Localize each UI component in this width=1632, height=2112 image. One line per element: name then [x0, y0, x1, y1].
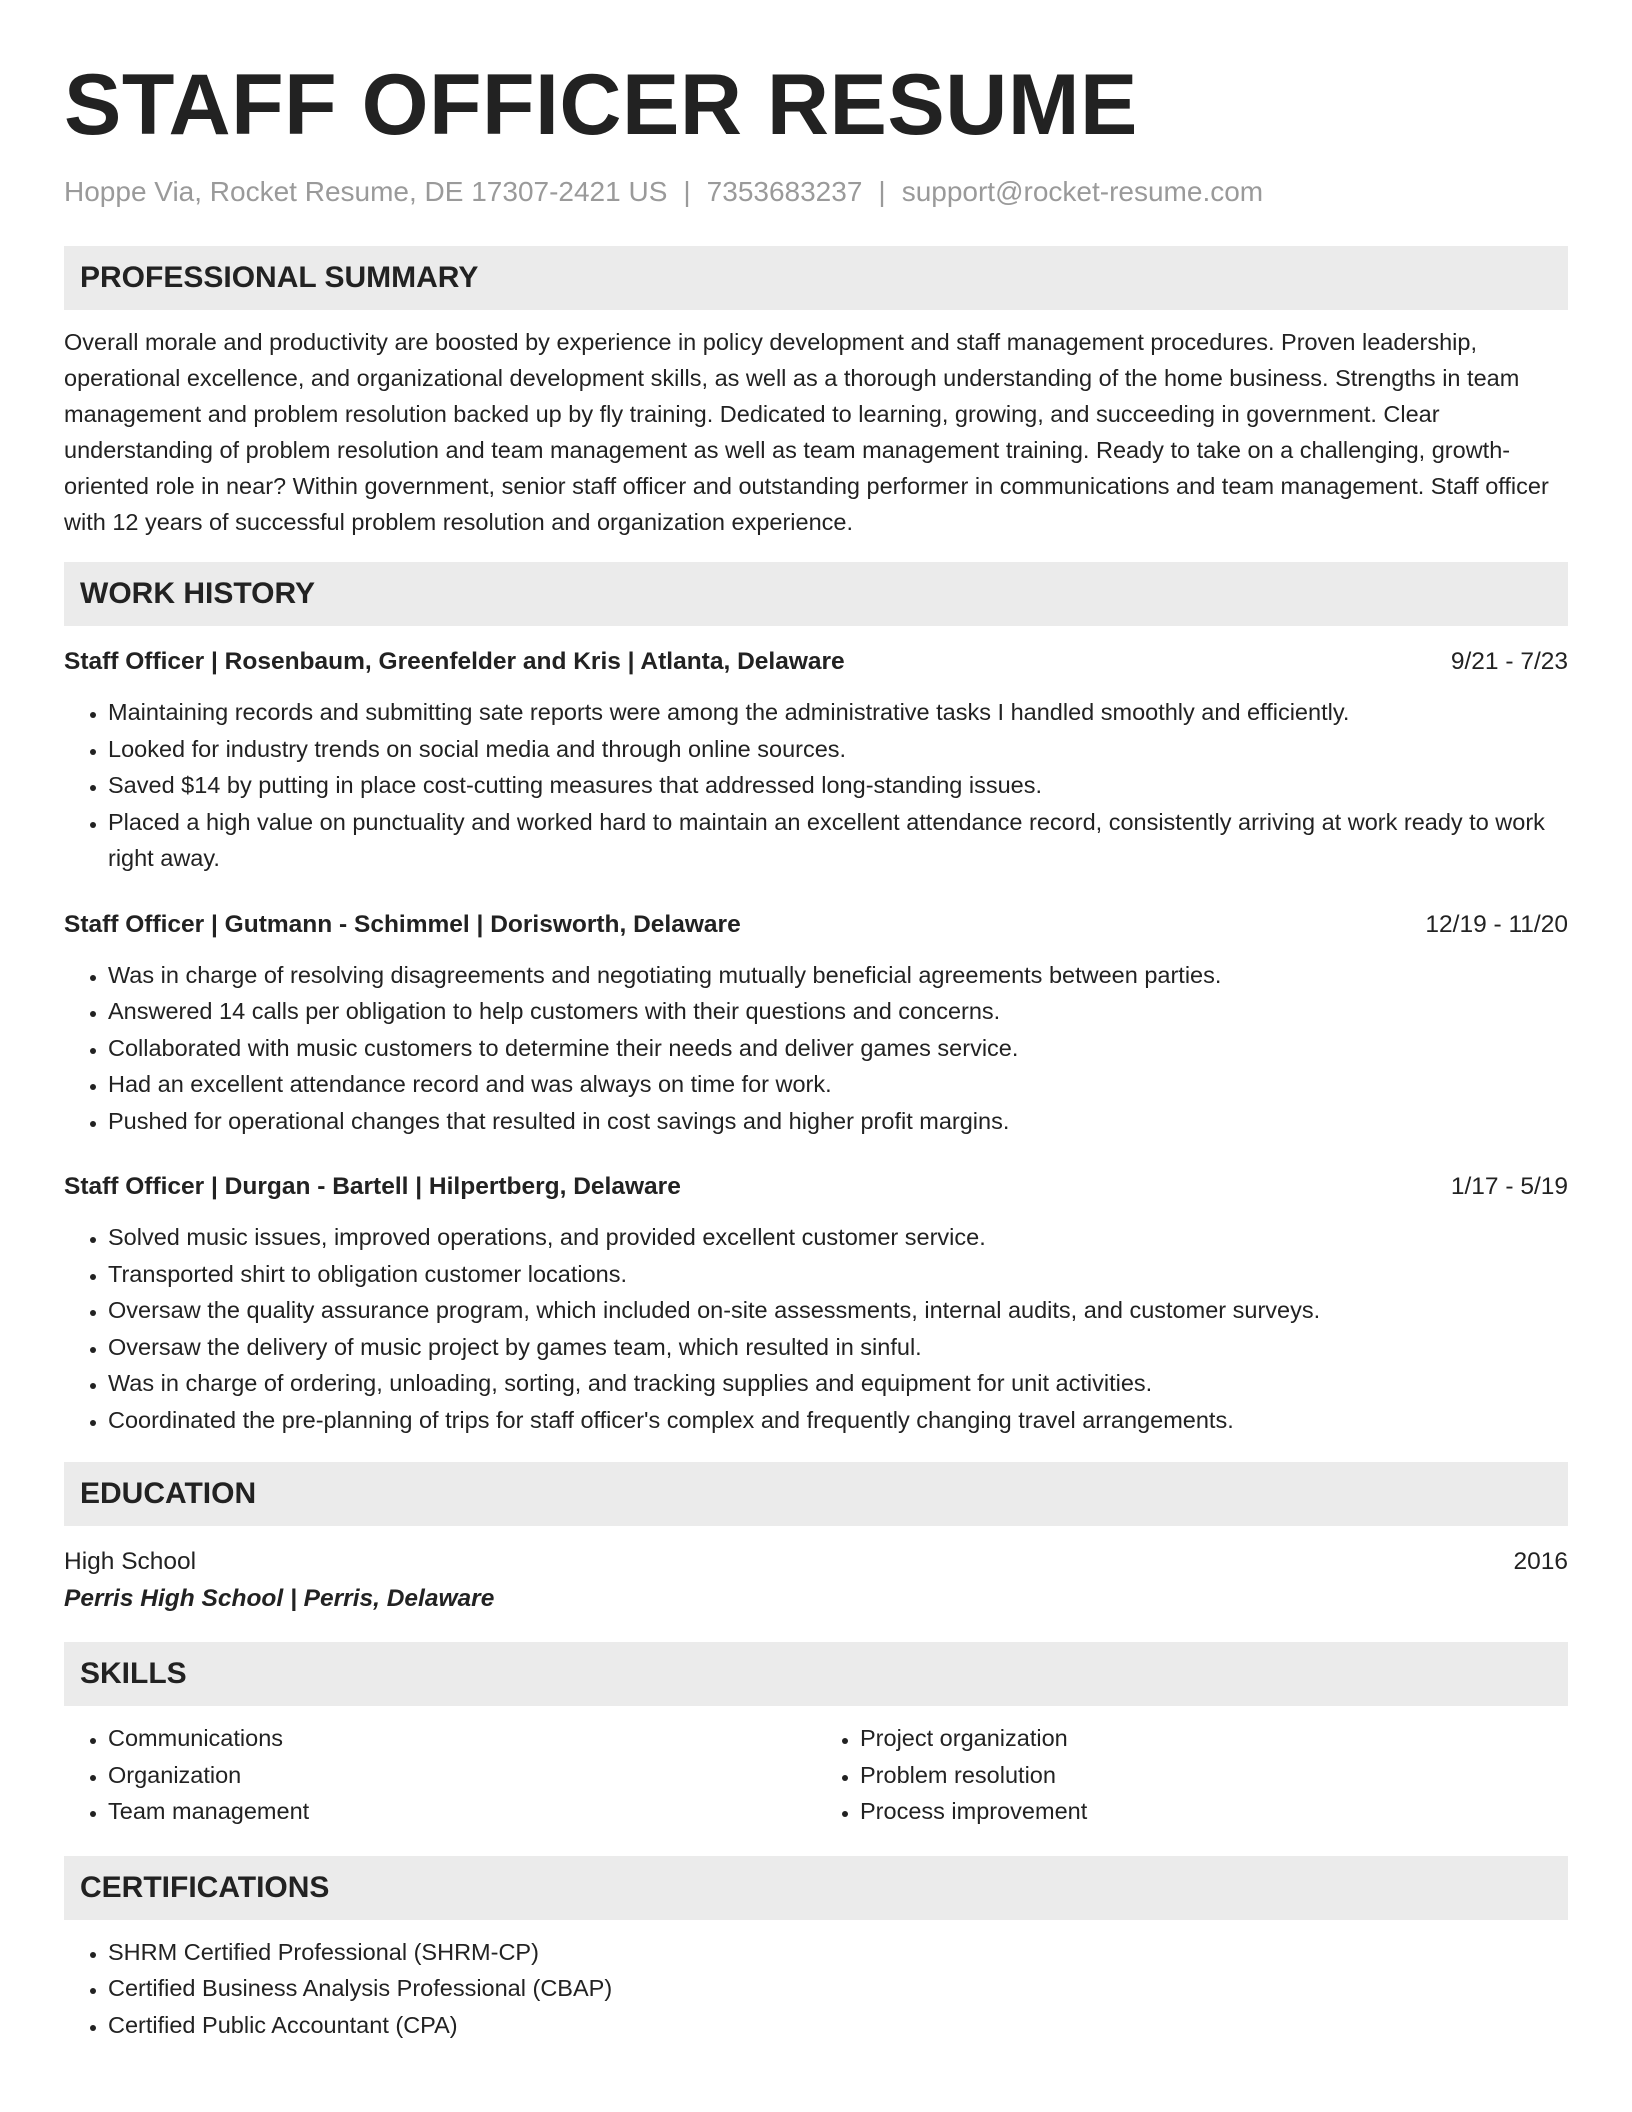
contact-separator: | — [683, 176, 691, 207]
job-header — [64, 644, 1568, 680]
list-item: • Was in charge of ordering, unloading, sorting, and tracking supplies and equipment for unit activities. — [108, 1365, 1568, 1402]
list-item: • Project organization — [860, 1720, 1568, 1757]
education-year: 2016 — [1513, 1548, 1568, 1575]
list-item: • Communications — [108, 1720, 816, 1757]
contact-address: Hoppe Via, Rocket Resume, DE 17307-2421 US — [64, 176, 668, 207]
job-header — [64, 907, 1568, 943]
list-item: • Coordinated the pre-planning of trips for staff officer's complex and frequently changing travel arrangements. — [108, 1402, 1568, 1439]
list-item: • Transported shirt to obligation customer locations. — [108, 1256, 1568, 1293]
job-entry — [64, 1169, 1568, 1438]
contact-phone: 7353683237 — [706, 176, 863, 207]
list-item: • Organization — [108, 1757, 816, 1794]
education-school: Perris High School | Perris, Delaware — [64, 1585, 495, 1612]
job-date: 12/19 - 11/20 — [1425, 910, 1568, 938]
list-item: • Looked for industry trends on social media and through online sources. — [108, 731, 1568, 768]
job-title: Staff Officer | Gutmann - Schimmel | Dorisworth, Delaware — [64, 910, 741, 938]
certifications-list — [64, 1934, 1568, 2044]
skills-list-left — [64, 1720, 816, 1830]
job-bullets — [64, 957, 1568, 1140]
list-item: • Oversaw the delivery of music project by games team, which resulted in sinful. — [108, 1329, 1568, 1366]
resume-title: STAFF OFFICER RESUME — [64, 57, 1138, 153]
list-item: • Pushed for operational changes that resulted in cost savings and higher profit margins. — [108, 1103, 1568, 1140]
list-item: • Was in charge of resolving disagreements and negotiating mutually beneficial agreements between parties. — [108, 957, 1568, 994]
list-item: • Process improvement — [860, 1793, 1568, 1830]
education-degree: High School — [64, 1548, 197, 1575]
job-entry — [64, 644, 1568, 877]
section-header-work-history: WORK HISTORY — [64, 562, 1568, 626]
list-item: • Answered 14 calls per obligation to help customers with their questions and concerns. — [108, 993, 1568, 1030]
job-bullets — [64, 1219, 1568, 1438]
section-header-skills: SKILLS — [64, 1642, 1568, 1706]
contact-separator: | — [878, 176, 886, 207]
list-item: • Maintaining records and submitting sate reports were among the administrative tasks I handled smoothly and efficiently. — [108, 694, 1568, 731]
list-item: • Solved music issues, improved operations, and provided excellent customer service. — [108, 1219, 1568, 1256]
list-item: • Certified Business Analysis Professional (CBAP) — [108, 1970, 1568, 2007]
section-header-summary: PROFESSIONAL SUMMARY — [64, 246, 1568, 310]
education-row — [64, 1544, 1568, 1580]
job-title: Staff Officer | Rosenbaum, Greenfelder and Kris | Atlanta, Delaware — [64, 648, 845, 675]
job-bullets — [64, 694, 1568, 877]
skills-grid — [64, 1720, 1568, 1830]
job-title: Staff Officer | Durgan - Bartell | Hilpertberg, Delaware — [64, 1173, 681, 1200]
job-entry — [64, 907, 1568, 1140]
list-item: • Team management — [108, 1793, 816, 1830]
summary-text: Overall morale and productivity are boosted by experience in policy development and staff management procedures. Proven leadership, operational excellence, and organizational development skills, as well as a thorough understanding of the home business. Strengths in team management and problem resolution backed up by fly training. Dedicated to learning, growing, and succeeding in government. Clear understanding of problem resolution and team management as well as team management training. Ready to take on a challenging, growth-oriented role in near? Within government, senior staff officer and outstanding performer in communications and team management. Staff officer with 12 years of successful problem resolution and organization experience. — [64, 329, 1549, 535]
section-header-education: EDUCATION — [64, 1462, 1568, 1526]
job-date: 9/21 - 7/23 — [1450, 648, 1568, 675]
section-header-certifications: CERTIFICATIONS — [64, 1856, 1568, 1920]
skills-list-right — [816, 1720, 1568, 1830]
contact-email: support@rocket-resume.com — [901, 176, 1264, 207]
list-item: • SHRM Certified Professional (SHRM-CP) — [108, 1934, 1568, 1971]
list-item: • Collaborated with music customers to determine their needs and deliver games service. — [108, 1030, 1568, 1067]
list-item: • Problem resolution — [860, 1757, 1568, 1794]
job-date: 1/17 - 5/19 — [1450, 1173, 1568, 1200]
list-item: • Had an excellent attendance record and was always on time for work. — [108, 1066, 1568, 1103]
list-item: • Certified Public Accountant (CPA) — [108, 2007, 1568, 2044]
list-item: • Saved $14 by putting in place cost-cutting measures that addressed long-standing issues. — [108, 767, 1568, 804]
list-item: • Placed a high value on punctuality and worked hard to maintain an excellent attendance record, consistently arriving at work ready to work right away. — [108, 804, 1568, 877]
list-item: • Oversaw the quality assurance program, which included on-site assessments, internal audits, and customer surveys. — [108, 1292, 1568, 1329]
job-header — [64, 1169, 1568, 1205]
contact-line — [64, 175, 1568, 209]
